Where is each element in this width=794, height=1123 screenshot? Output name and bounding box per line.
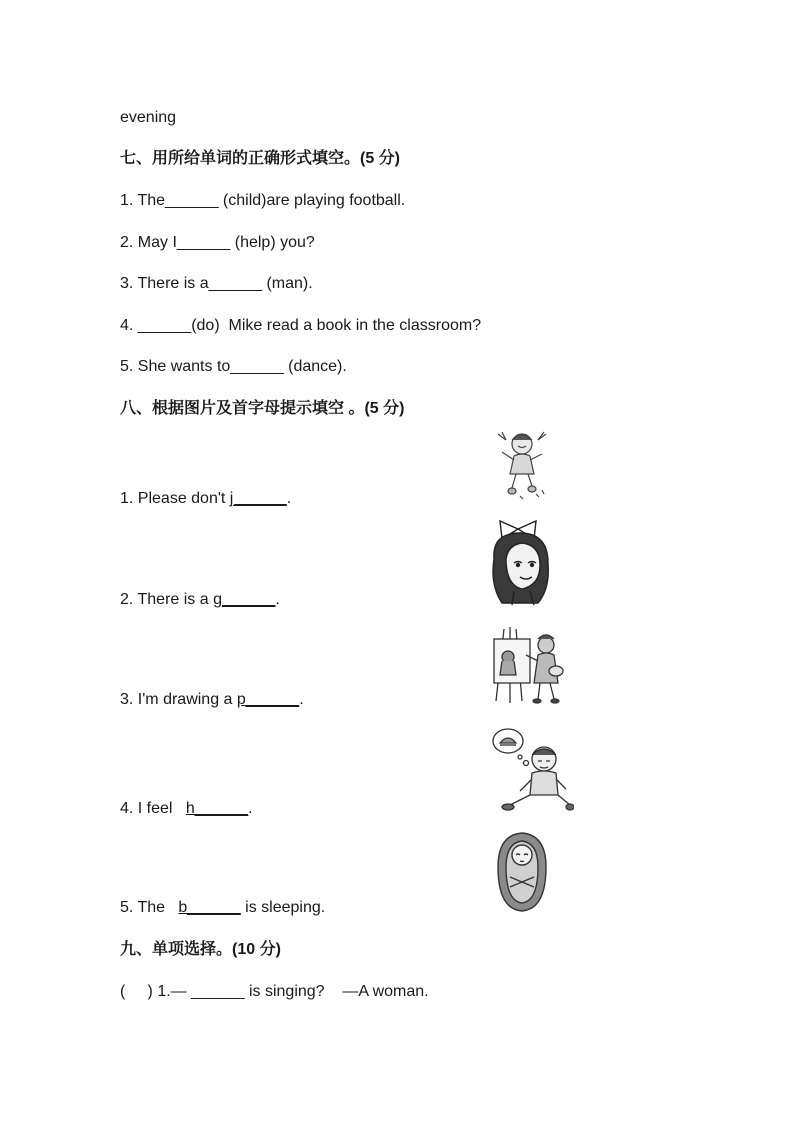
jumping-girl-picture — [494, 430, 550, 504]
question-text: (do) Mike read a book in the classroom? — [191, 317, 482, 334]
answer-blank[interactable]: j______ — [229, 490, 287, 507]
question-text: is sleeping. — [240, 899, 326, 916]
question-text: . — [275, 591, 280, 608]
question-text: 5. She wants to — [120, 358, 231, 375]
question-text: 5. The — [120, 899, 179, 916]
section-7-question-1 — [120, 191, 405, 211]
answer-blank[interactable]: b______ — [178, 899, 241, 916]
question-text: . — [286, 490, 292, 507]
painting-child-picture — [490, 625, 570, 705]
answer-blank[interactable]: ______ — [230, 358, 284, 375]
section-8-heading: 八、根据图片及首字母提示填空 。(5 分) — [120, 400, 405, 417]
sleeping-baby-picture — [494, 831, 550, 913]
answer-blank[interactable]: g______ — [213, 591, 276, 608]
question-text: . — [248, 800, 253, 817]
section-9-heading: 九、单项选择。(10 分) — [120, 941, 281, 958]
question-text: . — [299, 691, 304, 708]
hungry-boy-picture — [490, 725, 574, 817]
question-text: (man). — [262, 275, 313, 292]
question-text: 2. May I — [120, 234, 177, 251]
girl-portrait-picture — [488, 519, 558, 607]
question-text: 1.— ______ is singing? —A woman. — [152, 983, 429, 1000]
question-text: 4. I feel — [120, 800, 186, 817]
section-7-question-4 — [120, 316, 481, 336]
section-8-question-1 — [120, 489, 291, 509]
answer-blank[interactable]: ______ — [176, 234, 231, 251]
question-text: 3. I'm drawing a — [120, 691, 237, 708]
question-text: (help) you? — [230, 234, 315, 251]
answer-blank[interactable]: h______ — [185, 800, 249, 817]
question-text: (dance). — [283, 358, 347, 375]
continuation-text: evening — [120, 109, 177, 126]
section-7-question-3 — [120, 274, 313, 294]
question-text: 4. — [120, 317, 138, 334]
section-8-question-3 — [120, 690, 304, 710]
question-text: 2. There is a — [120, 591, 214, 608]
answer-blank[interactable]: ______ — [208, 275, 263, 292]
section-8-question-4 — [120, 799, 253, 819]
section-7-heading: 七、用所给单词的正确形式填空。(5 分) — [120, 150, 401, 167]
answer-blank[interactable]: ______ — [165, 192, 219, 209]
question-text: (child)are playing football. — [218, 192, 406, 209]
question-text: 1. Please don't — [120, 490, 230, 507]
answer-bracket[interactable]: ( ) — [120, 983, 153, 1000]
question-text: 3. There is a — [120, 275, 209, 292]
section-8-question-5 — [120, 898, 325, 918]
section-7-question-2 — [120, 233, 315, 253]
section-9-question-1 — [120, 982, 429, 1002]
answer-blank[interactable]: ______ — [137, 317, 192, 334]
answer-blank[interactable]: p______ — [236, 691, 300, 708]
section-7-question-5 — [120, 357, 347, 377]
section-8-question-2 — [120, 590, 280, 610]
question-text: 1. The — [120, 192, 166, 209]
